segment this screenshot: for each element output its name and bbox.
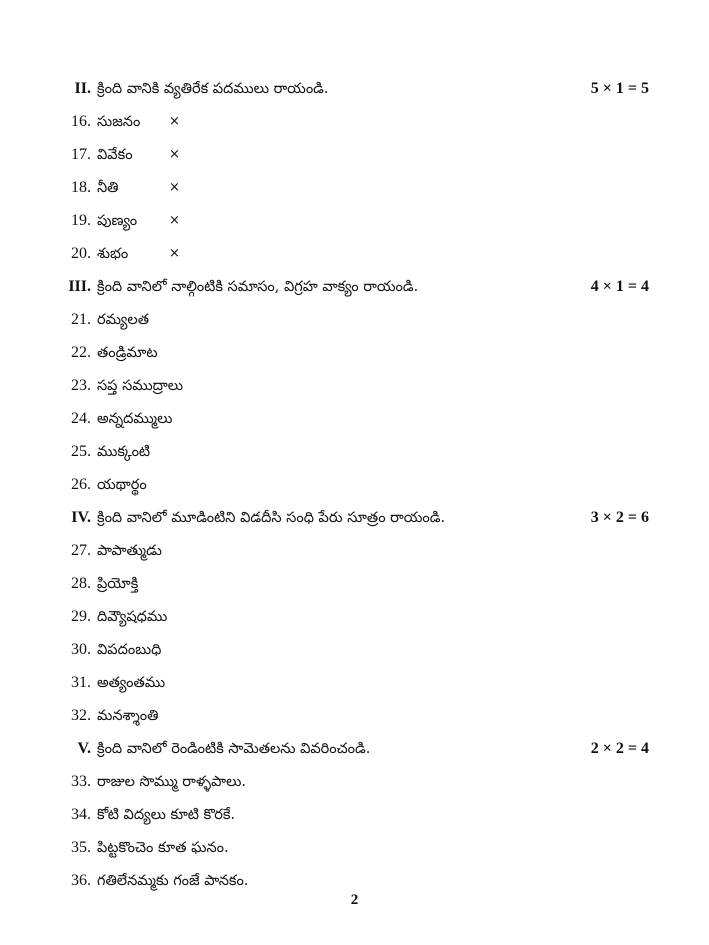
section-3-marks: 4 × 1 = 4 [590,278,649,295]
question-word: తండ్రిమాట [97,345,158,361]
section-4-numeral: IV. [71,509,91,526]
question-word: మనశ్శాంతి [97,708,159,724]
question-number: 18. [71,179,91,196]
question-word: వివేకం [97,147,133,163]
question-28 [0,572,709,596]
question-word: కోటి విద్యలు కూటి కొరకే. [97,807,236,823]
question-number: 34. [71,806,91,823]
section-2-instruction: క్రింది వానికి వ్యతిరేక పదములు రాయండి. [97,81,329,97]
question-31 [0,671,709,695]
question-number: 16. [71,113,91,130]
question-word: సుజనం [97,114,141,130]
section-2-marks: 5 × 1 = 5 [590,80,649,97]
question-number: 26. [71,476,91,493]
question-word: దివ్యౌషధము [97,609,168,625]
question-number: 17. [71,146,91,163]
cross-mark: × [169,147,180,162]
question-word: అత్యంతము [97,675,166,691]
question-number: 22. [71,344,91,361]
question-number: 21. [71,311,91,328]
question-number: 36. [71,872,91,889]
question-36 [0,869,709,893]
question-30 [0,638,709,662]
question-number: 24. [71,410,91,427]
question-word: సప్త సముద్రాలు [97,378,184,394]
question-word: గతిలేనమ్మకు గంజే పానకం. [97,873,249,889]
question-word: రాజుల సొమ్ము రాళ్ళపాలు. [97,774,247,790]
question-16 [0,110,709,134]
question-number: 30. [71,641,91,658]
cross-mark: × [169,114,180,129]
question-number: 27. [71,542,91,559]
question-number: 32. [71,707,91,724]
section-3-header [0,275,709,299]
question-number: 31. [71,674,91,691]
question-35 [0,836,709,860]
section-3-numeral: III. [68,278,91,295]
question-number: 35. [71,839,91,856]
question-number: 23. [71,377,91,394]
section-2-header [0,77,709,101]
section-4-instruction: క్రింది వానిలో మూడింటిని విడదీసి సంధి పేరు సూత్రం రాయండి. [97,510,446,526]
question-word: ప్రియోక్తి [97,576,139,592]
question-number: 28. [71,575,91,592]
question-19 [0,209,709,233]
question-number: 25. [71,443,91,460]
question-29 [0,605,709,629]
question-number: 29. [71,608,91,625]
question-18 [0,176,709,200]
section-5-numeral: V. [77,740,91,757]
question-word: నీతి [97,180,119,196]
cross-mark: × [169,180,180,195]
section-4-header [0,506,709,530]
question-word: పాపాత్ముడు [97,543,162,559]
section-5-instruction: క్రింది వానిలో రెండింటికి సామెతలను వివరించండి. [97,741,371,757]
question-27 [0,539,709,563]
question-22 [0,341,709,365]
question-32 [0,704,709,728]
cross-mark: × [169,246,180,261]
question-number: 19. [71,212,91,229]
question-21 [0,308,709,332]
question-word: అన్నదమ్ములు [97,411,173,427]
question-33 [0,770,709,794]
question-number: 33. [71,773,91,790]
question-word: శుభం [97,246,129,262]
question-34 [0,803,709,827]
question-number: 20. [71,245,91,262]
question-word: రమ్యలత [97,312,149,328]
question-word: పిట్టకొంచెం కూత ఘనం. [97,840,229,856]
section-5-marks: 2 × 2 = 4 [590,740,649,757]
section-5-header [0,737,709,761]
question-24 [0,407,709,431]
cross-mark: × [169,213,180,228]
section-2-numeral: II. [74,80,91,97]
section-4-marks: 3 × 2 = 6 [590,509,649,526]
section-3-instruction: క్రింది వానిలో నాల్గింటికి సమాసం, విగ్రహ వాక్యం రాయండి. [97,279,419,295]
question-20 [0,242,709,266]
question-26 [0,473,709,497]
question-word: విపదంబుధి [97,642,162,658]
question-word: ముక్కంటి [97,444,151,460]
question-17 [0,143,709,167]
page-number: 2 [350,892,359,908]
question-23 [0,374,709,398]
question-word: యథార్థం [97,477,147,493]
question-25 [0,440,709,464]
question-word: పుణ్యం [97,213,138,229]
